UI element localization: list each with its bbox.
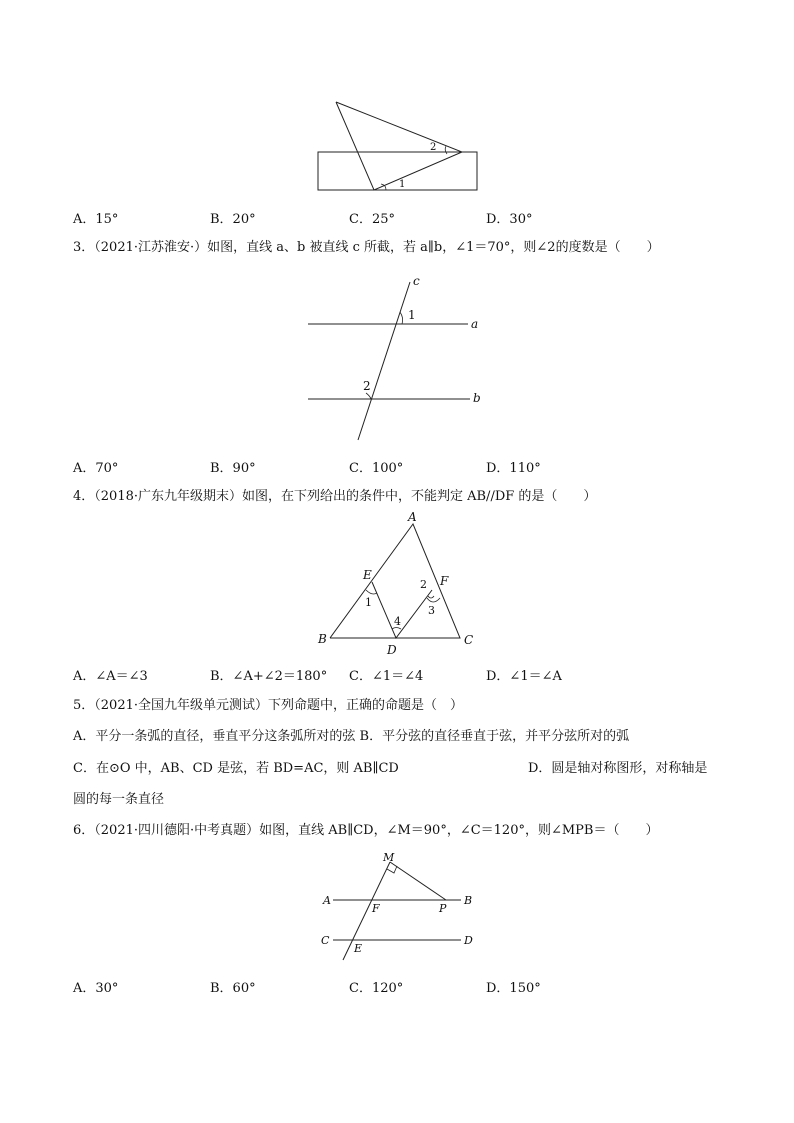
q6-right-angle-mark bbox=[387, 866, 397, 873]
q4-stem: 4．（2018·广东九年级期末）如图，在下列给出的条件中，不能判定 AB//DF 的是（ ） bbox=[73, 489, 597, 504]
q4-angle3-arc bbox=[427, 598, 440, 602]
q5-stem: 5．（2021·全国九年级单元测试）下列命题中，正确的命题是（ ） bbox=[73, 698, 463, 713]
q2-option-d[interactable]: D．30° bbox=[486, 212, 533, 227]
q6-label-M: M bbox=[383, 851, 395, 864]
q4-option-c[interactable]: C．∠1＝∠4 bbox=[349, 669, 424, 684]
q3-label-b: b bbox=[473, 391, 481, 405]
q6-label-E: E bbox=[354, 942, 363, 955]
q5-option-c[interactable]: C．在⊙O 中，AB、CD 是弦，若 BD=AC，则 AB∥CD bbox=[73, 761, 399, 776]
q4-option-b[interactable]: B．∠A+∠2＝180° bbox=[210, 669, 328, 684]
q2-rectangle bbox=[318, 152, 477, 190]
q4-label-A: A bbox=[408, 510, 417, 524]
q5-option-d[interactable]: D．圆是轴对称图形，对称轴是 bbox=[528, 761, 708, 776]
q6-label-A: A bbox=[323, 894, 331, 907]
q2-angle1-label: 1 bbox=[399, 179, 406, 190]
q3-angle1-label: 1 bbox=[408, 308, 416, 322]
q3-figure bbox=[300, 272, 500, 444]
q3-line-c bbox=[358, 282, 410, 440]
q4-label-D: D bbox=[387, 643, 397, 657]
q6-stem: 6．（2021·四川德阳·中考真题）如图，直线 AB∥CD，∠M＝90°，∠C＝120°，则∠MPB＝（ ） bbox=[73, 823, 659, 838]
q6-transversal bbox=[343, 862, 390, 960]
q6-label-P: P bbox=[439, 902, 447, 915]
q3-label-c: c bbox=[413, 274, 420, 288]
q6-option-c[interactable]: C．120° bbox=[349, 981, 404, 996]
q4-angle4-label: 4 bbox=[394, 615, 401, 628]
q4-label-F: F bbox=[440, 574, 449, 588]
q3-angle2-label: 2 bbox=[363, 379, 371, 393]
q4-angle1-label: 1 bbox=[365, 596, 372, 609]
q4-option-a[interactable]: A．∠A＝∠3 bbox=[73, 669, 148, 684]
q3-angle1-arc bbox=[400, 312, 403, 324]
q4-figure bbox=[310, 510, 485, 660]
q5-option-d-continued: 圆的每一条直径 bbox=[73, 792, 165, 807]
q4-option-d[interactable]: D．∠1＝∠A bbox=[486, 669, 562, 684]
q4-label-C: C bbox=[464, 633, 474, 647]
q2-angle2-label: 2 bbox=[430, 142, 437, 153]
q6-option-d[interactable]: D．150° bbox=[486, 981, 541, 996]
q2-angle2-arc bbox=[445, 146, 447, 154]
q2-option-b[interactable]: B．20° bbox=[210, 212, 256, 227]
q4-angle3-label: 3 bbox=[428, 604, 435, 617]
q4-angle2-label: 2 bbox=[420, 578, 427, 591]
q6-segment-mp bbox=[390, 862, 446, 900]
q3-angle2-arc bbox=[366, 393, 371, 399]
q6-option-b[interactable]: B．60° bbox=[210, 981, 256, 996]
q3-label-a: a bbox=[471, 317, 479, 331]
q2-option-c[interactable]: C．25° bbox=[349, 212, 395, 227]
q3-stem: 3．（2021·江苏淮安·）如图，直线 a、b 被直线 c 所截，若 a∥b，∠1＝70°，则∠2的度数是（ ） bbox=[73, 240, 660, 255]
q4-label-E: E bbox=[363, 568, 372, 582]
q5-options-ab[interactable]: A．平分一条弧的直径，垂直平分这条弧所对的弦 B．平分弦的直径垂直于弦，并平分弦所对的弧 bbox=[73, 729, 630, 744]
q3-option-d[interactable]: D．110° bbox=[486, 461, 541, 476]
q4-label-B: B bbox=[318, 632, 327, 646]
q6-figure bbox=[315, 850, 485, 965]
q2-figure bbox=[310, 96, 485, 196]
q3-option-b[interactable]: B．90° bbox=[210, 461, 256, 476]
q6-label-B: B bbox=[464, 894, 473, 907]
q4-angle2-arc bbox=[428, 596, 434, 598]
q2-triangle bbox=[336, 102, 462, 190]
q3-option-a[interactable]: A．70° bbox=[73, 461, 119, 476]
q6-label-D: D bbox=[464, 934, 473, 947]
q3-option-c[interactable]: C．100° bbox=[349, 461, 404, 476]
q6-label-F: F bbox=[372, 902, 380, 915]
q2-option-a[interactable]: A．15° bbox=[73, 212, 119, 227]
q6-label-C: C bbox=[321, 934, 330, 947]
q6-option-a[interactable]: A．30° bbox=[73, 981, 119, 996]
